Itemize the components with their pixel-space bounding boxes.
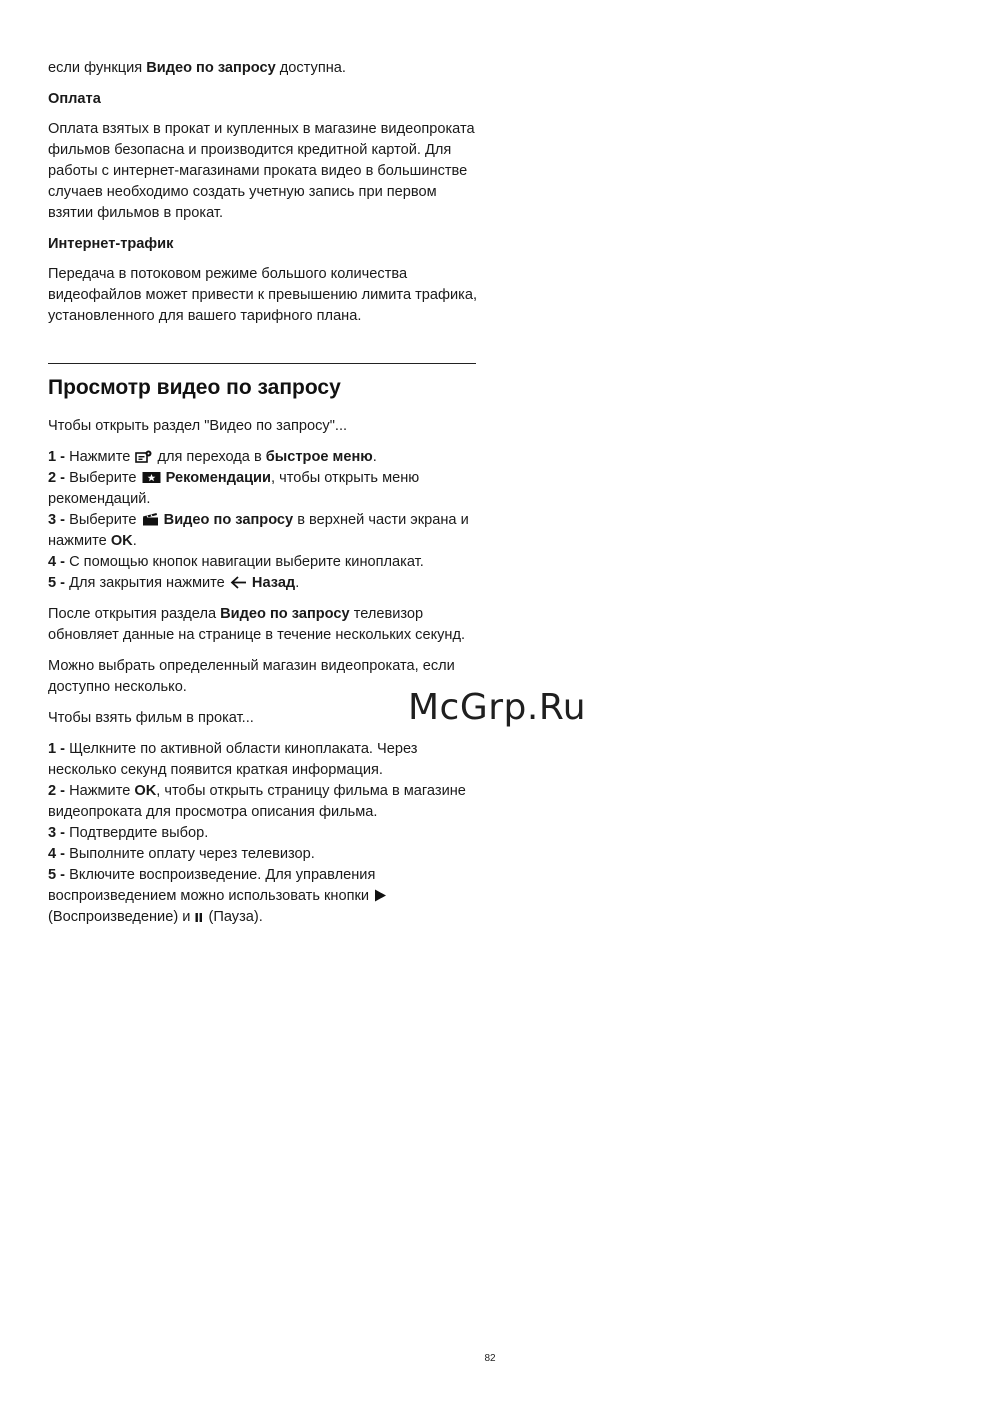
rent-step-3: 3 - Подтвердите выбор. [48, 825, 209, 841]
rent-intro: Чтобы взять фильм в прокат... [48, 710, 254, 726]
section-divider [48, 363, 476, 364]
page-number: 82 [484, 1353, 496, 1364]
payment-text: Оплата взятых в прокат и купленных в магазине видеопроката фильмов безопасна и производится кредитной картой. Для работы с интернет-магазинами проката видео в большинстве случаев необходимо создать учетную запись при первом взятии фильмов в прокат. [48, 121, 475, 221]
rent-steps-list [48, 739, 478, 928]
store-text: Можно выбрать определенный магазин видеопроката, если доступно несколько. [48, 658, 455, 695]
watermark: McGrp.Ru [408, 687, 587, 728]
payment-heading: Оплата [48, 91, 101, 107]
section-title: Просмотр видео по запросу [48, 376, 341, 399]
quick-menu-icon [135, 450, 152, 463]
rent-step-5: 5 - Включите воспроизведение. Для управления воспроизведением можно использовать кнопки (Воспроизведение) и (Пауза). [48, 865, 478, 928]
open-step-3: 3 - Выберите Видео по запросу в верхней части экрана и нажмите OK. [48, 512, 469, 549]
rent-step-4: 4 - Выполните оплату через телевизор. [48, 846, 315, 862]
video-on-demand-icon [142, 512, 159, 526]
play-icon [374, 889, 387, 902]
traffic-text: Передача в потоковом режиме большого количества видеофайлов может привести к превышению лимита трафика, установленного для вашего тарифного плана. [48, 266, 478, 324]
intro-bold: Видео по запросу [146, 60, 276, 76]
open-steps-list [48, 447, 478, 594]
open-intro: Чтобы открыть раздел "Видео по запросу"... [48, 418, 348, 434]
page-content [48, 58, 478, 938]
recommendations-icon [142, 471, 161, 484]
after-open-text: После открытия раздела Видео по запросу телевизор обновляет данные на странице в течение нескольких секунд. [48, 606, 466, 643]
traffic-heading: Интернет-трафик [48, 236, 174, 252]
intro-text-end: доступна. [275, 60, 346, 76]
back-arrow-icon [230, 576, 247, 589]
open-step-4: 4 - С помощью кнопок навигации выберите киноплакат. [48, 554, 424, 570]
pause-icon [195, 912, 203, 923]
rent-step-2: 2 - Нажмите OK, чтобы открыть страницу фильма в магазине видеопроката для просмотра описания фильма. [48, 783, 466, 820]
intro-paragraph [48, 58, 478, 79]
open-step-5: 5 - Для закрытия нажмите Назад. [48, 575, 300, 591]
open-step-1: 1 - Нажмите для перехода в быстрое меню. [48, 449, 377, 465]
intro-text: если функция [48, 60, 147, 76]
open-step-2: 2 - Выберите Рекомендации, чтобы открыть меню рекомендаций. [48, 470, 420, 507]
rent-step-1: 1 - Щелкните по активной области киноплаката. Через несколько секунд появится краткая информация. [48, 741, 418, 778]
